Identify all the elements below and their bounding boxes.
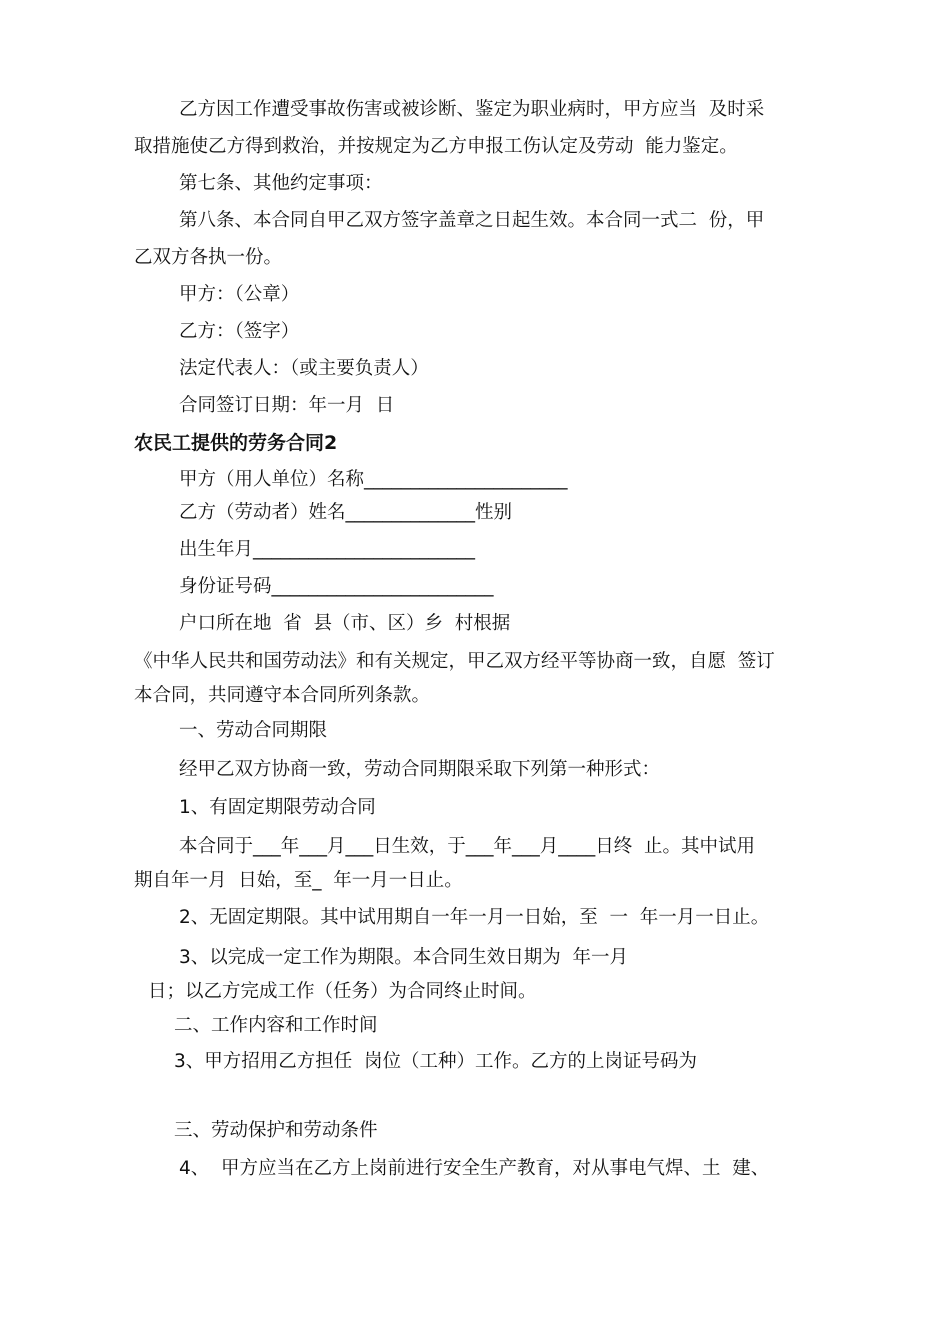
paragraph-line: 2、无固定期限。其中试用期自一年一月一日始，至 一 年一月一日止。 bbox=[179, 907, 770, 928]
field-birth-date: 出生年月________________________ bbox=[179, 539, 476, 560]
paragraph-line: 取措施使乙方得到救治，并按规定为乙方申报工伤认定及劳动 能力鉴定。 bbox=[134, 136, 738, 157]
section-heading: 农民工提供的劳务合同2 bbox=[134, 432, 338, 454]
signature-line-party-b: 乙方：（签字） bbox=[179, 321, 300, 342]
paragraph-line: 经甲乙双方协商一致，劳动合同期限采取下列第一种形式： bbox=[179, 759, 661, 780]
paragraph-line: 第八条、本合同自甲乙双方签字盖章之日起生效。本合同一式二 份，甲 bbox=[179, 210, 765, 231]
paragraph-line: 第七条、其他约定事项： bbox=[179, 173, 383, 194]
paragraph-line: 4、 甲方应当在乙方上岗前进行安全生产教育，对从事电气焊、土 建、 bbox=[179, 1158, 770, 1179]
paragraph-line: 《中华人民共和国劳动法》和有关规定，甲乙双方经平等协商一致，自愿 签订 bbox=[134, 651, 775, 672]
signing-date-line: 合同签订日期：年一月 日 bbox=[179, 395, 395, 416]
field-household-registration: 户口所在地 省 县（市、区）乡 村根据 bbox=[179, 613, 511, 634]
paragraph-line: 1、有固定期限劳动合同 bbox=[179, 797, 376, 818]
paragraph-line: 3、甲方招用乙方担任 岗位（工种）工作。乙方的上岗证号码为 bbox=[174, 1051, 698, 1072]
signature-line-party-a: 甲方：（公章） bbox=[179, 284, 300, 305]
paragraph-line: 乙方因工作遭受事故伤害或被诊断、鉴定为职业病时，甲方应当 及时采 bbox=[179, 99, 765, 120]
paragraph-line: 本合同于___年___月___日生效，于___年___月____日终 止。其中试用 bbox=[179, 836, 756, 857]
field-employer-name: 甲方（用人单位）名称______________________ bbox=[179, 469, 568, 490]
paragraph-line: 本合同，共同遵守本合同所列条款。 bbox=[134, 685, 431, 706]
field-id-number: 身份证号码________________________ bbox=[179, 576, 494, 597]
clause-heading: 一、劳动合同期限 bbox=[179, 720, 328, 741]
clause-heading: 二、工作内容和工作时间 bbox=[174, 1015, 378, 1036]
legal-representative-line: 法定代表人：（或主要负责人） bbox=[179, 358, 429, 379]
paragraph-line: 日；以乙方完成工作（任务）为合同终止时间。 bbox=[148, 981, 537, 1002]
field-worker-name: 乙方（劳动者）姓名______________性别 bbox=[179, 502, 513, 523]
paragraph-line: 期自年一月 日始，至_ 年一月一日止。 bbox=[134, 870, 463, 891]
paragraph-line: 乙双方各执一份。 bbox=[134, 247, 283, 268]
clause-heading: 三、劳动保护和劳动条件 bbox=[174, 1120, 378, 1141]
paragraph-line: 3、以完成一定工作为期限。本合同生效日期为 年一月 bbox=[179, 947, 629, 968]
